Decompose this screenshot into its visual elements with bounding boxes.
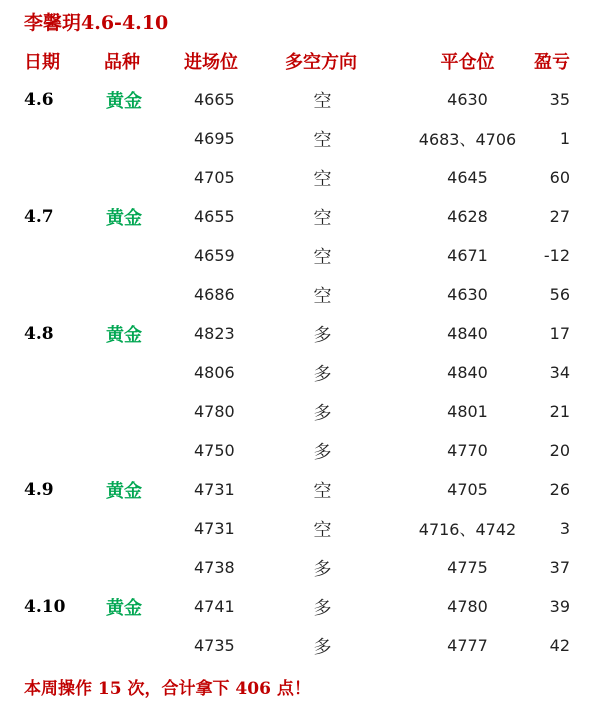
close-cell: 4840 bbox=[447, 324, 488, 343]
variety-cell bbox=[80, 353, 180, 392]
pnl-cell: 17 bbox=[549, 324, 570, 343]
pnl-cell: 35 bbox=[549, 90, 570, 109]
direction-cell: 多 bbox=[313, 363, 332, 385]
close-cell: 4780 bbox=[447, 597, 488, 616]
close-cell: 4645 bbox=[447, 168, 488, 187]
table-row bbox=[0, 158, 615, 197]
pnl-cell: 56 bbox=[549, 285, 570, 304]
entry-cell: 4659 bbox=[194, 246, 235, 265]
entry-cell: 4823 bbox=[194, 324, 235, 343]
pnl-cell: 3 bbox=[559, 519, 570, 538]
direction-cell: 多 bbox=[313, 597, 332, 619]
date-cell bbox=[0, 392, 80, 431]
table-row bbox=[0, 119, 615, 158]
pnl-cell: 26 bbox=[549, 480, 570, 499]
date-cell: 4.7 bbox=[24, 206, 54, 227]
date-cell bbox=[0, 353, 80, 392]
close-cell: 4630 bbox=[447, 285, 488, 304]
date-cell bbox=[0, 119, 80, 158]
table-row bbox=[0, 236, 615, 275]
variety-cell bbox=[80, 626, 180, 665]
variety-cell: 黄金 bbox=[106, 90, 142, 112]
table-row bbox=[0, 80, 615, 119]
pnl-cell: 39 bbox=[549, 597, 570, 616]
pnl-cell: 27 bbox=[549, 207, 570, 226]
variety-cell bbox=[80, 431, 180, 470]
direction-cell: 空 bbox=[313, 519, 332, 541]
pnl-cell: 42 bbox=[549, 636, 570, 655]
pnl-cell: 60 bbox=[549, 168, 570, 187]
variety-cell bbox=[80, 275, 180, 314]
pnl-cell: 34 bbox=[549, 363, 570, 382]
direction-cell: 多 bbox=[313, 402, 332, 424]
date-cell bbox=[0, 626, 80, 665]
table-row bbox=[0, 548, 615, 587]
entry-cell: 4780 bbox=[194, 402, 235, 421]
table-row bbox=[0, 470, 615, 509]
entry-cell: 4738 bbox=[194, 558, 235, 577]
table-row bbox=[0, 197, 615, 236]
header-pnl: 盈亏 bbox=[534, 51, 570, 73]
direction-cell: 空 bbox=[313, 207, 332, 229]
table-row bbox=[0, 353, 615, 392]
direction-cell: 空 bbox=[313, 480, 332, 502]
variety-cell bbox=[80, 158, 180, 197]
table-row bbox=[0, 626, 615, 665]
table-row bbox=[0, 587, 615, 626]
date-cell bbox=[0, 236, 80, 275]
trade-table bbox=[0, 41, 615, 665]
entry-cell: 4806 bbox=[194, 363, 235, 382]
entry-cell: 4655 bbox=[194, 207, 235, 226]
header-variety: 品种 bbox=[104, 51, 140, 73]
date-cell bbox=[0, 158, 80, 197]
table-row bbox=[0, 392, 615, 431]
variety-cell bbox=[80, 119, 180, 158]
date-cell bbox=[0, 509, 80, 548]
close-cell: 4705 bbox=[447, 480, 488, 499]
entry-cell: 4686 bbox=[194, 285, 235, 304]
entry-cell: 4750 bbox=[194, 441, 235, 460]
date-cell: 4.6 bbox=[24, 89, 54, 110]
direction-cell: 空 bbox=[313, 129, 332, 151]
close-cell: 4716、4742 bbox=[418, 520, 517, 539]
date-cell: 4.10 bbox=[24, 596, 66, 617]
date-cell bbox=[0, 431, 80, 470]
header-date: 日期 bbox=[24, 51, 60, 73]
date-cell: 4.9 bbox=[24, 479, 54, 500]
header-direction: 多空方向 bbox=[285, 51, 357, 73]
header-close: 平仓位 bbox=[440, 51, 495, 73]
date-cell bbox=[0, 548, 80, 587]
close-cell: 4777 bbox=[447, 636, 488, 655]
header-row bbox=[0, 41, 615, 80]
direction-cell: 空 bbox=[313, 285, 332, 307]
table-row bbox=[0, 314, 615, 353]
close-cell: 4628 bbox=[447, 207, 488, 226]
close-cell: 4671 bbox=[447, 246, 488, 265]
direction-cell: 空 bbox=[313, 168, 332, 190]
entry-cell: 4741 bbox=[194, 597, 235, 616]
variety-cell: 黄金 bbox=[106, 480, 142, 502]
pnl-cell: 21 bbox=[549, 402, 570, 421]
pnl-cell: 37 bbox=[549, 558, 570, 577]
pnl-cell: 1 bbox=[559, 129, 570, 148]
direction-cell: 多 bbox=[313, 636, 332, 658]
entry-cell: 4731 bbox=[194, 480, 235, 499]
close-cell: 4840 bbox=[447, 363, 488, 382]
close-cell: 4770 bbox=[447, 441, 488, 460]
direction-cell: 空 bbox=[313, 246, 332, 268]
variety-cell bbox=[80, 392, 180, 431]
variety-cell: 黄金 bbox=[106, 597, 142, 619]
close-cell: 4630 bbox=[447, 90, 488, 109]
variety-cell bbox=[80, 509, 180, 548]
pnl-cell: -12 bbox=[543, 246, 570, 265]
entry-cell: 4735 bbox=[194, 636, 235, 655]
variety-cell bbox=[80, 236, 180, 275]
entry-cell: 4705 bbox=[194, 168, 235, 187]
entry-cell: 4665 bbox=[194, 90, 235, 109]
table-row bbox=[0, 509, 615, 548]
date-cell: 4.8 bbox=[24, 323, 54, 344]
date-cell bbox=[0, 275, 80, 314]
page-title: 李馨玥4.6-4.10 bbox=[24, 12, 169, 34]
entry-cell: 4695 bbox=[194, 129, 235, 148]
direction-cell: 多 bbox=[313, 324, 332, 346]
variety-cell: 黄金 bbox=[106, 324, 142, 346]
direction-cell: 多 bbox=[313, 558, 332, 580]
entry-cell: 4731 bbox=[194, 519, 235, 538]
summary-text: 本周操作 15 次，合计拿下 406 点！ bbox=[24, 679, 311, 699]
variety-cell bbox=[80, 548, 180, 587]
direction-cell: 多 bbox=[313, 441, 332, 463]
close-cell: 4801 bbox=[447, 402, 488, 421]
table-row bbox=[0, 431, 615, 470]
table-row bbox=[0, 275, 615, 314]
close-cell: 4683、4706 bbox=[418, 130, 517, 149]
variety-cell: 黄金 bbox=[106, 207, 142, 229]
close-cell: 4775 bbox=[447, 558, 488, 577]
pnl-cell: 20 bbox=[549, 441, 570, 460]
direction-cell: 空 bbox=[313, 90, 332, 112]
header-entry: 进场位 bbox=[184, 51, 238, 73]
